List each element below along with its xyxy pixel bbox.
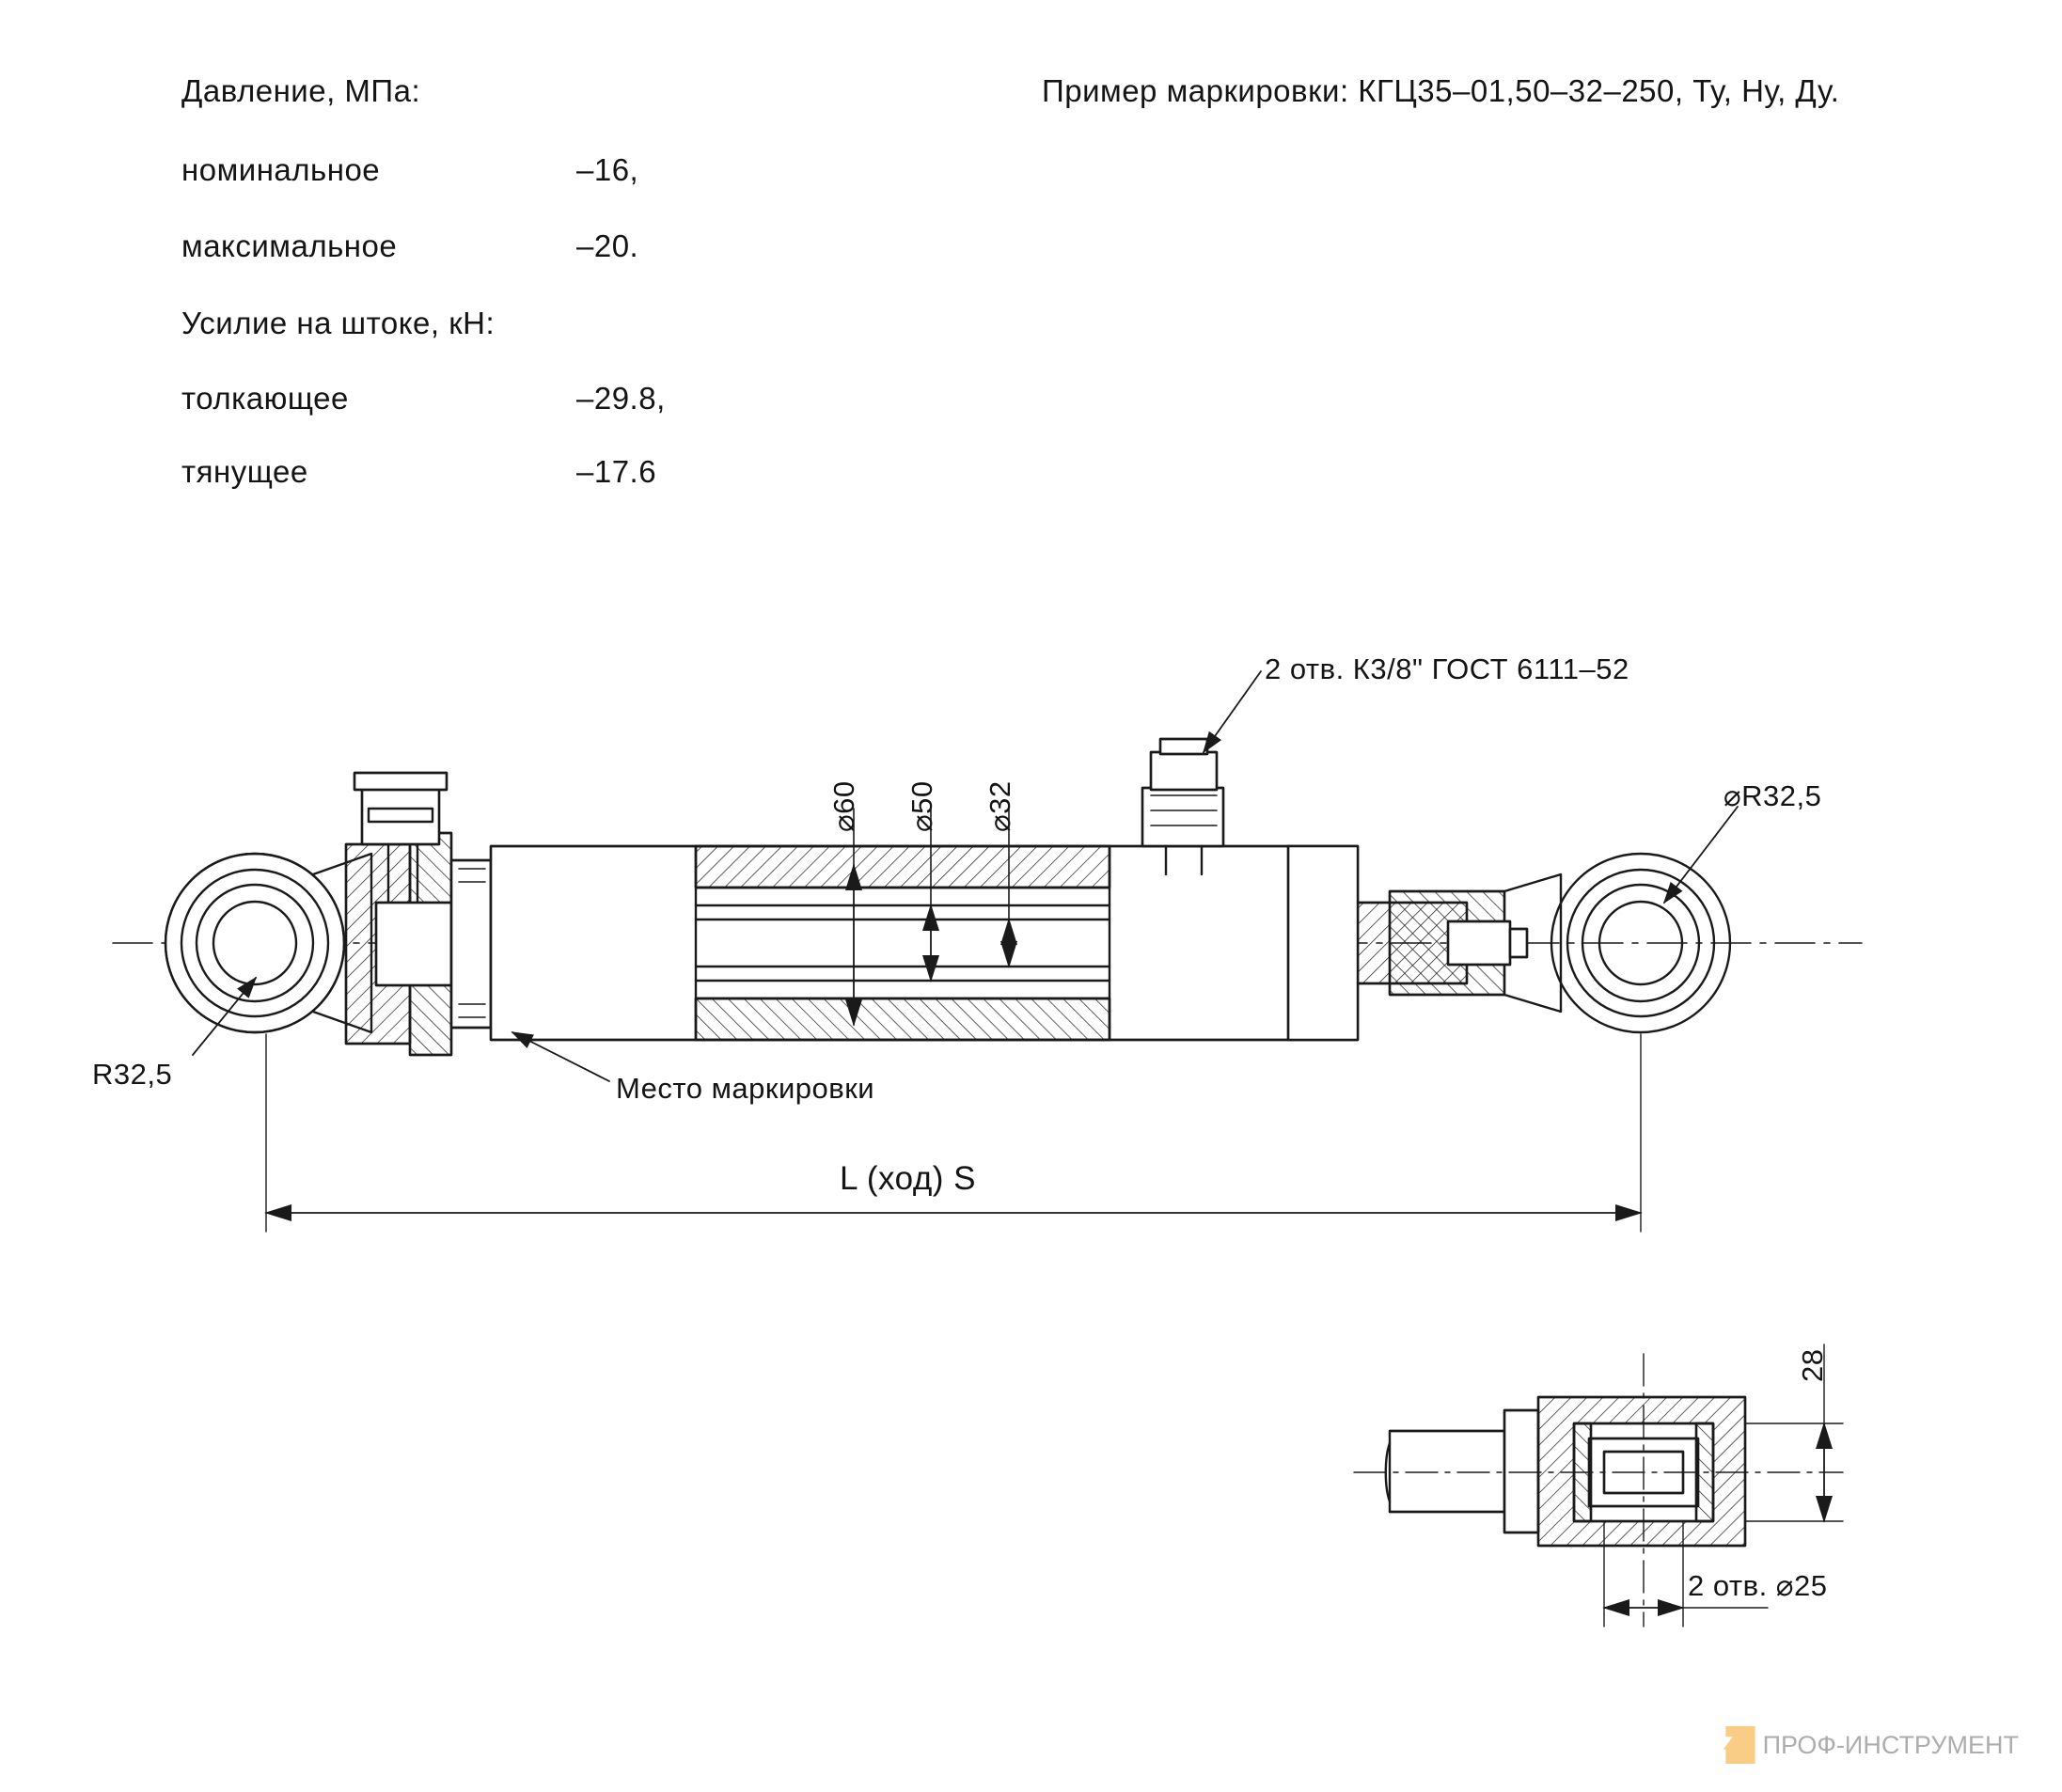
diameter-60-label: ⌀60 <box>827 780 860 832</box>
lightning-logo-icon <box>1724 1726 1755 1764</box>
spec-row-1-value: –16, <box>576 152 639 187</box>
watermark <box>1724 1726 2019 1764</box>
spec-row-5-label: тянущее <box>181 454 308 489</box>
callout-radius-right-label: ⌀R32,5 <box>1724 779 1822 812</box>
left-eye-assembly <box>165 854 371 1032</box>
spec-row-4-label: толкающее <box>181 381 349 416</box>
spec-row-1-label: номинальное <box>181 152 381 187</box>
right-eye-assembly <box>1551 854 1730 1032</box>
callout-overall-length-label: L (ход) S <box>840 1160 976 1197</box>
spec-row-3-label: Усилие на штоке, кН: <box>181 306 496 340</box>
watermark-label: ПРОФ-ИНСТРУМЕНТ <box>1762 1730 2019 1759</box>
callout-height-28-label: 28 <box>1796 1348 1829 1382</box>
diameter-50-label: ⌀50 <box>905 780 938 832</box>
leader-ports <box>1204 671 1261 752</box>
spec-row-4-value: –29.8, <box>576 381 666 416</box>
spec-row-2-value: –20. <box>576 228 639 263</box>
callout-ports-label: 2 отв. К3/8" ГОСТ 6111–52 <box>1265 652 1629 685</box>
detail-dim-28 <box>1745 1344 1843 1521</box>
cylinder-barrel <box>491 846 1358 1040</box>
overall-length-dimension <box>266 1034 1641 1232</box>
spec-row-5-value: –17.6 <box>576 454 657 489</box>
callout-radius-left-label: R32,5 <box>92 1058 173 1091</box>
diameter-32-label: ⌀32 <box>984 780 1016 832</box>
spec-row-0-label: Давление, МПа: <box>181 73 421 108</box>
spec-row-2-label: максимальное <box>181 228 398 263</box>
callout-marking-place-label: Место маркировки <box>616 1072 875 1105</box>
marking-example-text: Пример маркировки: КГЦ35–01,50–32–250, Ту, Ну, Ду. <box>1042 73 1840 108</box>
callout-holes-bottom-label: 2 отв. ⌀25 <box>1688 1569 1828 1602</box>
detail-view-eye-section <box>1354 1354 1843 1627</box>
leader-radius-right <box>1664 807 1738 903</box>
